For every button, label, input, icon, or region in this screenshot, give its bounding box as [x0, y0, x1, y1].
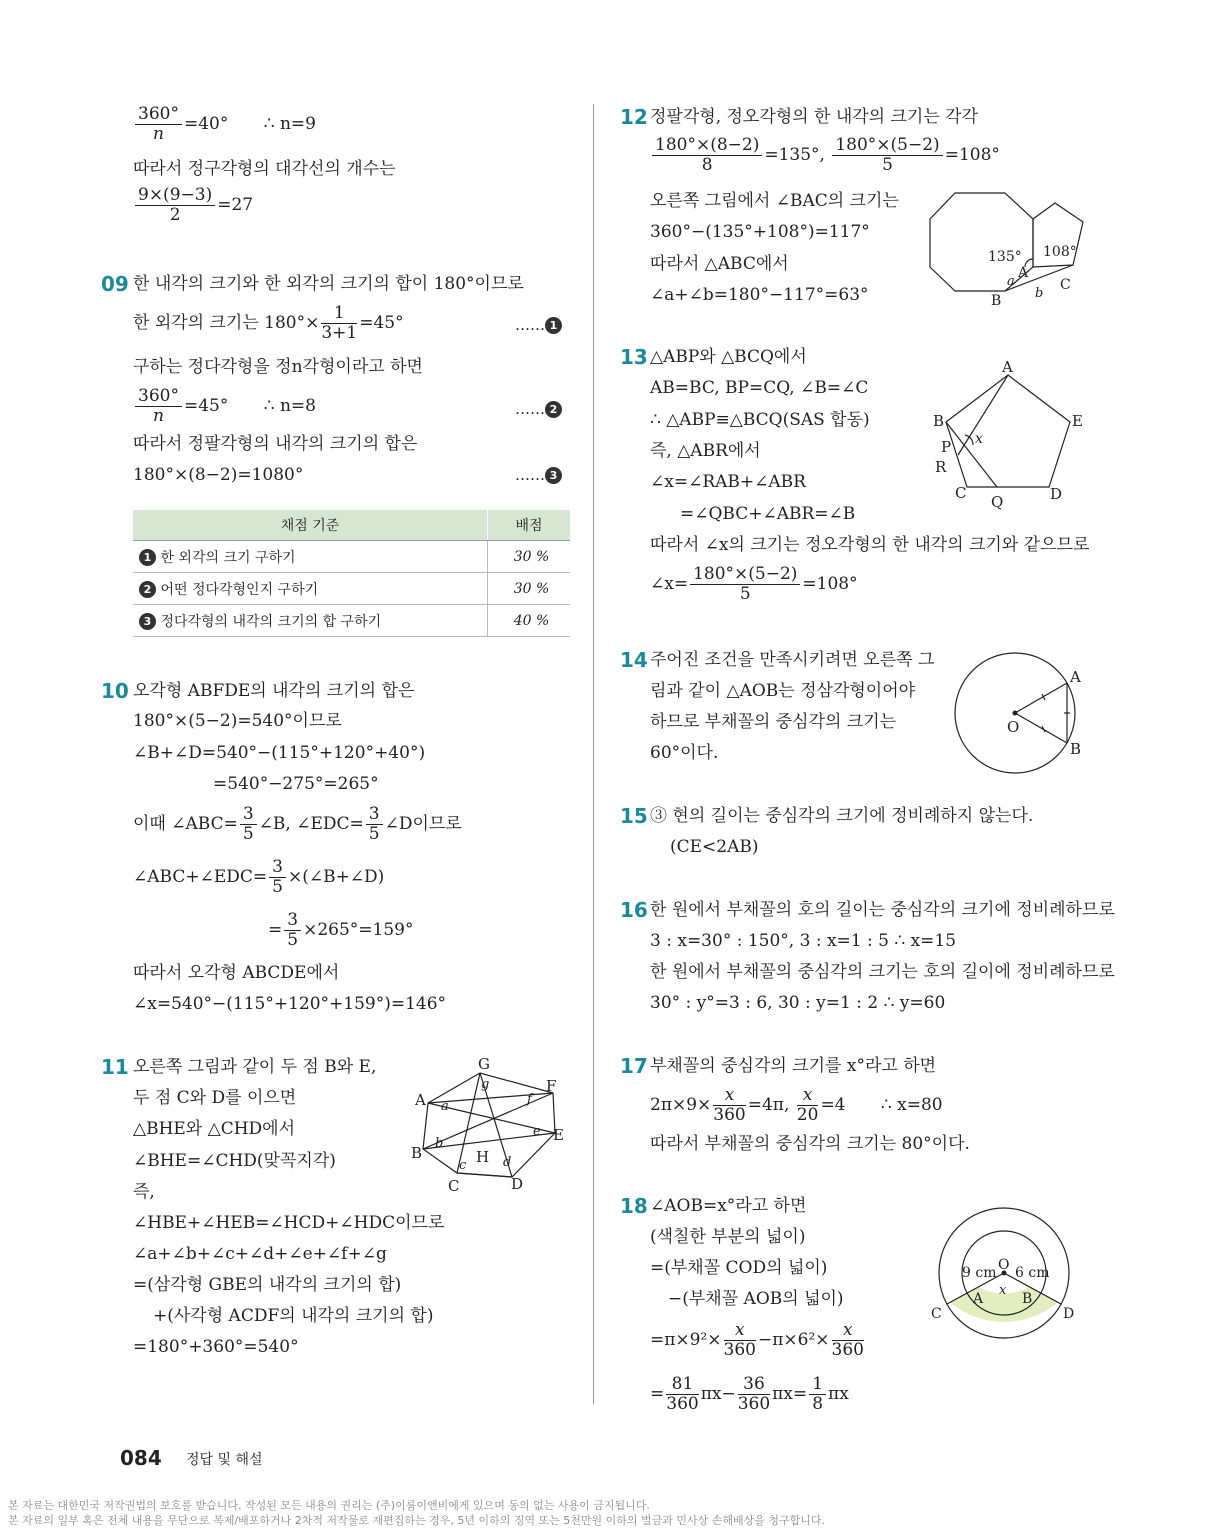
text-line: 즉, △ABR에서 — [650, 441, 761, 461]
problem-number-11: 11 — [101, 1055, 129, 1079]
text-line: 360°−(135°+108°)=117° — [650, 222, 870, 242]
table-header: 채점 기준 — [133, 510, 488, 541]
text-line: 정팔각형, 정오각형의 한 내각의 크기는 각각 — [650, 107, 979, 127]
table-header: 배점 — [488, 510, 571, 541]
text-line: 따라서 오각형 ABCDE에서 — [133, 963, 340, 983]
page-number: 084 — [120, 1446, 162, 1470]
text-line: 한 원에서 부채꼴의 호의 길이는 중심각의 크기에 정비례하므로 — [650, 900, 1115, 920]
label-F: F — [546, 1077, 557, 1095]
text-line: 부채꼴의 중심각의 크기를 x°라고 하면 — [650, 1056, 937, 1076]
svg-text:C: C — [1060, 277, 1071, 293]
svg-text:d: d — [503, 1155, 512, 1170]
line-360-n-45: $\frac{360^\circ}{n}$ =45° ∴ n=8 — [133, 387, 316, 426]
svg-text:e: e — [533, 1124, 541, 1139]
text-line: 180°×(8−2)=1080° — [133, 465, 304, 485]
svg-text:a: a — [441, 1099, 449, 1114]
text-line: 오각형 ABFDE의 내각의 크기의 합은 — [133, 681, 415, 701]
problem-number-16: 16 — [620, 898, 648, 922]
line-abc-edc: 이때 ∠ABC= $\frac{3}{5}$ ∠B, ∠EDC= $\frac{3}{5}$ ∠D이므로 — [133, 804, 462, 844]
step-marker-1: …… 1 — [515, 314, 562, 336]
label-A: A — [415, 1091, 426, 1109]
step-marker-2: …… 2 — [515, 398, 562, 420]
circle-figure — [950, 650, 1090, 805]
text-line: (CE<2AB) — [670, 837, 759, 857]
text-line: (색칠한 부분의 넓이) — [650, 1227, 806, 1247]
text-line: 하므로 부채꼴의 중심각의 크기는 — [650, 712, 897, 732]
svg-text:B: B — [991, 293, 1002, 309]
text-line: 따라서 △ABC에서 — [650, 254, 789, 274]
text-line: ∠B+∠D=540°−(115°+120°+40°) — [133, 743, 426, 763]
line-diagonal-count: $\frac{9\times(9-3)}{2}$ =27 — [133, 186, 253, 225]
text-line: 한 원에서 부채꼴의 중심각의 크기는 호의 길이에 정비례하므로 — [650, 962, 1115, 982]
svg-text:135°: 135° — [988, 249, 1022, 265]
text-line: 따라서 정팔각형의 내각의 크기의 합은 — [133, 434, 418, 454]
svg-text:C: C — [931, 1306, 942, 1322]
label-B: B — [411, 1144, 423, 1162]
text-line: ∠a+∠b=180°−117°=63° — [650, 285, 869, 305]
footer-title: 정답 및 해설 — [186, 1452, 263, 1468]
text-line: 따라서 부채꼴의 중심각의 크기는 80°이다. — [650, 1134, 970, 1154]
text-line: 30° : y°=3 : 6, 30 : y=1 : 2 ∴ y=60 — [650, 993, 946, 1013]
line-360-n-40: $\frac{360^\circ}{n}$ =40° ∴ n=9 — [133, 105, 316, 144]
svg-text:A: A — [1002, 358, 1013, 376]
copyright-line-1: 본 자료는 대한민국 저작권법의 보호를 받습니다. 작성된 모든 내용의 권리는 (주)이룸이앤비에게 있으며 동의 없는 사용이 금지됩니다. — [8, 1499, 650, 1512]
text-line: 두 점 C와 D를 이으면 — [133, 1088, 297, 1108]
svg-text:108°: 108° — [1043, 244, 1077, 260]
text-line: ∠BHE=∠CHD(맞꼭지각) — [133, 1151, 336, 1171]
table-row: 3 정다각형의 내각의 크기의 합 구하기 40 % — [133, 605, 570, 637]
star-figure — [405, 1055, 580, 1205]
svg-text:A: A — [1018, 265, 1029, 281]
text-line: ③ 현의 길이는 중심각의 크기에 정비례하지 않는다. — [650, 806, 1034, 826]
text-line: 60°이다. — [650, 743, 719, 763]
text-line: ∠a+∠b+∠c+∠d+∠e+∠f+∠g — [133, 1244, 387, 1264]
text-line: ∠AOB=x°라고 하면 — [650, 1196, 807, 1216]
line-135-108: $\frac{180^\circ\times(8-2)}{8}$ =135°, $\frac{180^\circ\times(5-2)}{5}$ =108° — [650, 136, 1000, 175]
text-line: 구하는 정다각형을 정n각형이라고 하면 — [133, 357, 423, 377]
problem-number-14: 14 — [620, 648, 648, 672]
label-D: D — [511, 1175, 524, 1193]
svg-text:O: O — [1007, 718, 1020, 736]
line-area: =π×9²× $\frac{x}{360}$ −π×6²× $\frac{x}{360}$ — [650, 1320, 864, 1360]
text-line: =180°+360°=540° — [133, 1337, 299, 1357]
problem-number-18: 18 — [620, 1194, 648, 1218]
svg-text:b: b — [1035, 286, 1044, 301]
svg-text:x: x — [975, 431, 983, 447]
text-line: 180°×(5−2)=540°이므로 — [133, 711, 342, 731]
svg-text:A: A — [1070, 668, 1081, 686]
text-line: =(삼각형 GBE의 내각의 크기의 합) — [133, 1275, 402, 1295]
svg-text:f: f — [527, 1092, 532, 1107]
text-line: 따라서 ∠x의 크기는 정오각형의 한 내각의 크기와 같으므로 — [650, 535, 1090, 555]
text-line: +(사각형 ACDF의 내각의 크기의 합) — [153, 1306, 434, 1326]
svg-text:g: g — [481, 1077, 490, 1092]
svg-text:R: R — [935, 458, 947, 476]
svg-text:A: A — [973, 1291, 984, 1307]
line-159: = $\frac{3}{5}$ ×265°=159° — [268, 910, 414, 950]
line-sum: ∠ABC+∠EDC= $\frac{3}{5}$ ×(∠B+∠D) — [133, 857, 385, 897]
text-line: 림과 같이 △AOB는 정삼각형이어야 — [650, 681, 916, 701]
text-line: 오른쪽 그림과 같이 두 점 B와 E, — [133, 1057, 377, 1077]
text-line: △BHE와 △CHD에서 — [133, 1119, 296, 1139]
problem-number-09: 09 — [101, 272, 129, 296]
text-line: 3 : x=30° : 150°, 3 : x=1 : 5 ∴ x=15 — [650, 931, 957, 951]
svg-text:b: b — [435, 1136, 444, 1151]
line-arc-length: 2π×9× $\frac{x}{360}$ =4π, $\frac{x}{20}$ =4 ∴ x=80 — [650, 1085, 943, 1125]
pentagon-figure — [925, 355, 1090, 510]
text-line: AB=BC, BP=CQ, ∠B=∠C — [650, 378, 869, 398]
text-line: 한 내각의 크기와 한 외각의 크기의 합이 180°이므로 — [133, 274, 524, 294]
problem-number-12: 12 — [620, 105, 648, 129]
svg-text:P: P — [941, 438, 952, 456]
problem-number-17: 17 — [620, 1054, 648, 1078]
fraction: $\frac{360^\circ}{n}$ — [135, 105, 182, 144]
svg-text:O: O — [998, 1257, 1010, 1273]
svg-text:x: x — [999, 1283, 1007, 1298]
text-line: 즉, — [133, 1182, 155, 1202]
line-area-result: = $\frac{81}{360}$ πx− $\frac{36}{360}$ πx= $\frac{1}{8}$ πx — [650, 1374, 849, 1414]
svg-text:C: C — [955, 484, 967, 502]
line-exterior-angle: 한 외각의 크기는 180°× $\frac{1}{3+1}$ =45° — [133, 303, 404, 343]
label-H: H — [476, 1148, 490, 1166]
svg-text:6 cm: 6 cm — [1015, 1265, 1050, 1281]
text-line: 주어진 조건을 만족시키려면 오른쪽 그 — [650, 650, 935, 670]
svg-text:E: E — [1072, 412, 1083, 430]
column-divider — [593, 104, 594, 1404]
svg-text:D: D — [1050, 485, 1063, 503]
svg-text:c: c — [459, 1158, 467, 1173]
problem-number-13: 13 — [620, 345, 648, 369]
svg-text:B: B — [933, 412, 945, 430]
svg-text:B: B — [1070, 740, 1082, 758]
text-line: ∴ △ABP≡△BCQ(SAS 합동) — [650, 410, 870, 430]
label-G: G — [478, 1055, 490, 1073]
svg-text:a: a — [1007, 274, 1015, 289]
label-E: E — [553, 1126, 564, 1144]
line-x-108: ∠x= $\frac{180^\circ\times(5-2)}{5}$ =108° — [650, 564, 858, 604]
table-row: 2 어떤 정다각형인지 구하기 30 % — [133, 573, 570, 605]
label-C: C — [448, 1177, 460, 1195]
step-marker-3: …… 3 — [515, 464, 562, 486]
svg-text:B: B — [1022, 1291, 1033, 1307]
text-line: ∠x=∠RAB+∠ABR — [650, 472, 806, 492]
text-line: =540°−275°=265° — [213, 774, 379, 794]
text-line: =∠QBC+∠ABR=∠B — [680, 504, 856, 524]
svg-text:9 cm: 9 cm — [962, 1265, 997, 1281]
text-line: 따라서 정구각형의 대각선의 개수는 — [133, 159, 396, 179]
octagon-pentagon-figure — [925, 185, 1090, 310]
ring-sector-figure — [925, 1205, 1090, 1365]
text-line: △ABP와 △BCQ에서 — [650, 347, 807, 367]
text-line: =(부채꼴 COD의 넓이) — [650, 1258, 828, 1278]
text-line: ∠x=540°−(115°+120°+159°)=146° — [133, 994, 447, 1014]
text-line: ∠HBE+∠HEB=∠HCD+∠HDC이므로 — [133, 1213, 445, 1233]
table-row: 1 한 외각의 크기 구하기 30 % — [133, 541, 570, 573]
svg-text:Q: Q — [991, 493, 1004, 510]
text-line: −(부채꼴 AOB의 넓이) — [668, 1289, 844, 1309]
copyright-line-2: 본 자료의 일부 혹은 전체 내용을 무단으로 복제/배포하거나 2차적 저작물로 재편집하는 경우, 5년 이하의 징역 또는 5천만원 이하의 벌금과 민사상 손해배상을 청구합니다. — [8, 1514, 826, 1527]
problem-number-15: 15 — [620, 804, 648, 828]
text-line: 오른쪽 그림에서 ∠BAC의 크기는 — [650, 191, 899, 211]
svg-text:D: D — [1063, 1306, 1075, 1322]
grading-table — [133, 510, 570, 637]
problem-number-10: 10 — [101, 679, 129, 703]
